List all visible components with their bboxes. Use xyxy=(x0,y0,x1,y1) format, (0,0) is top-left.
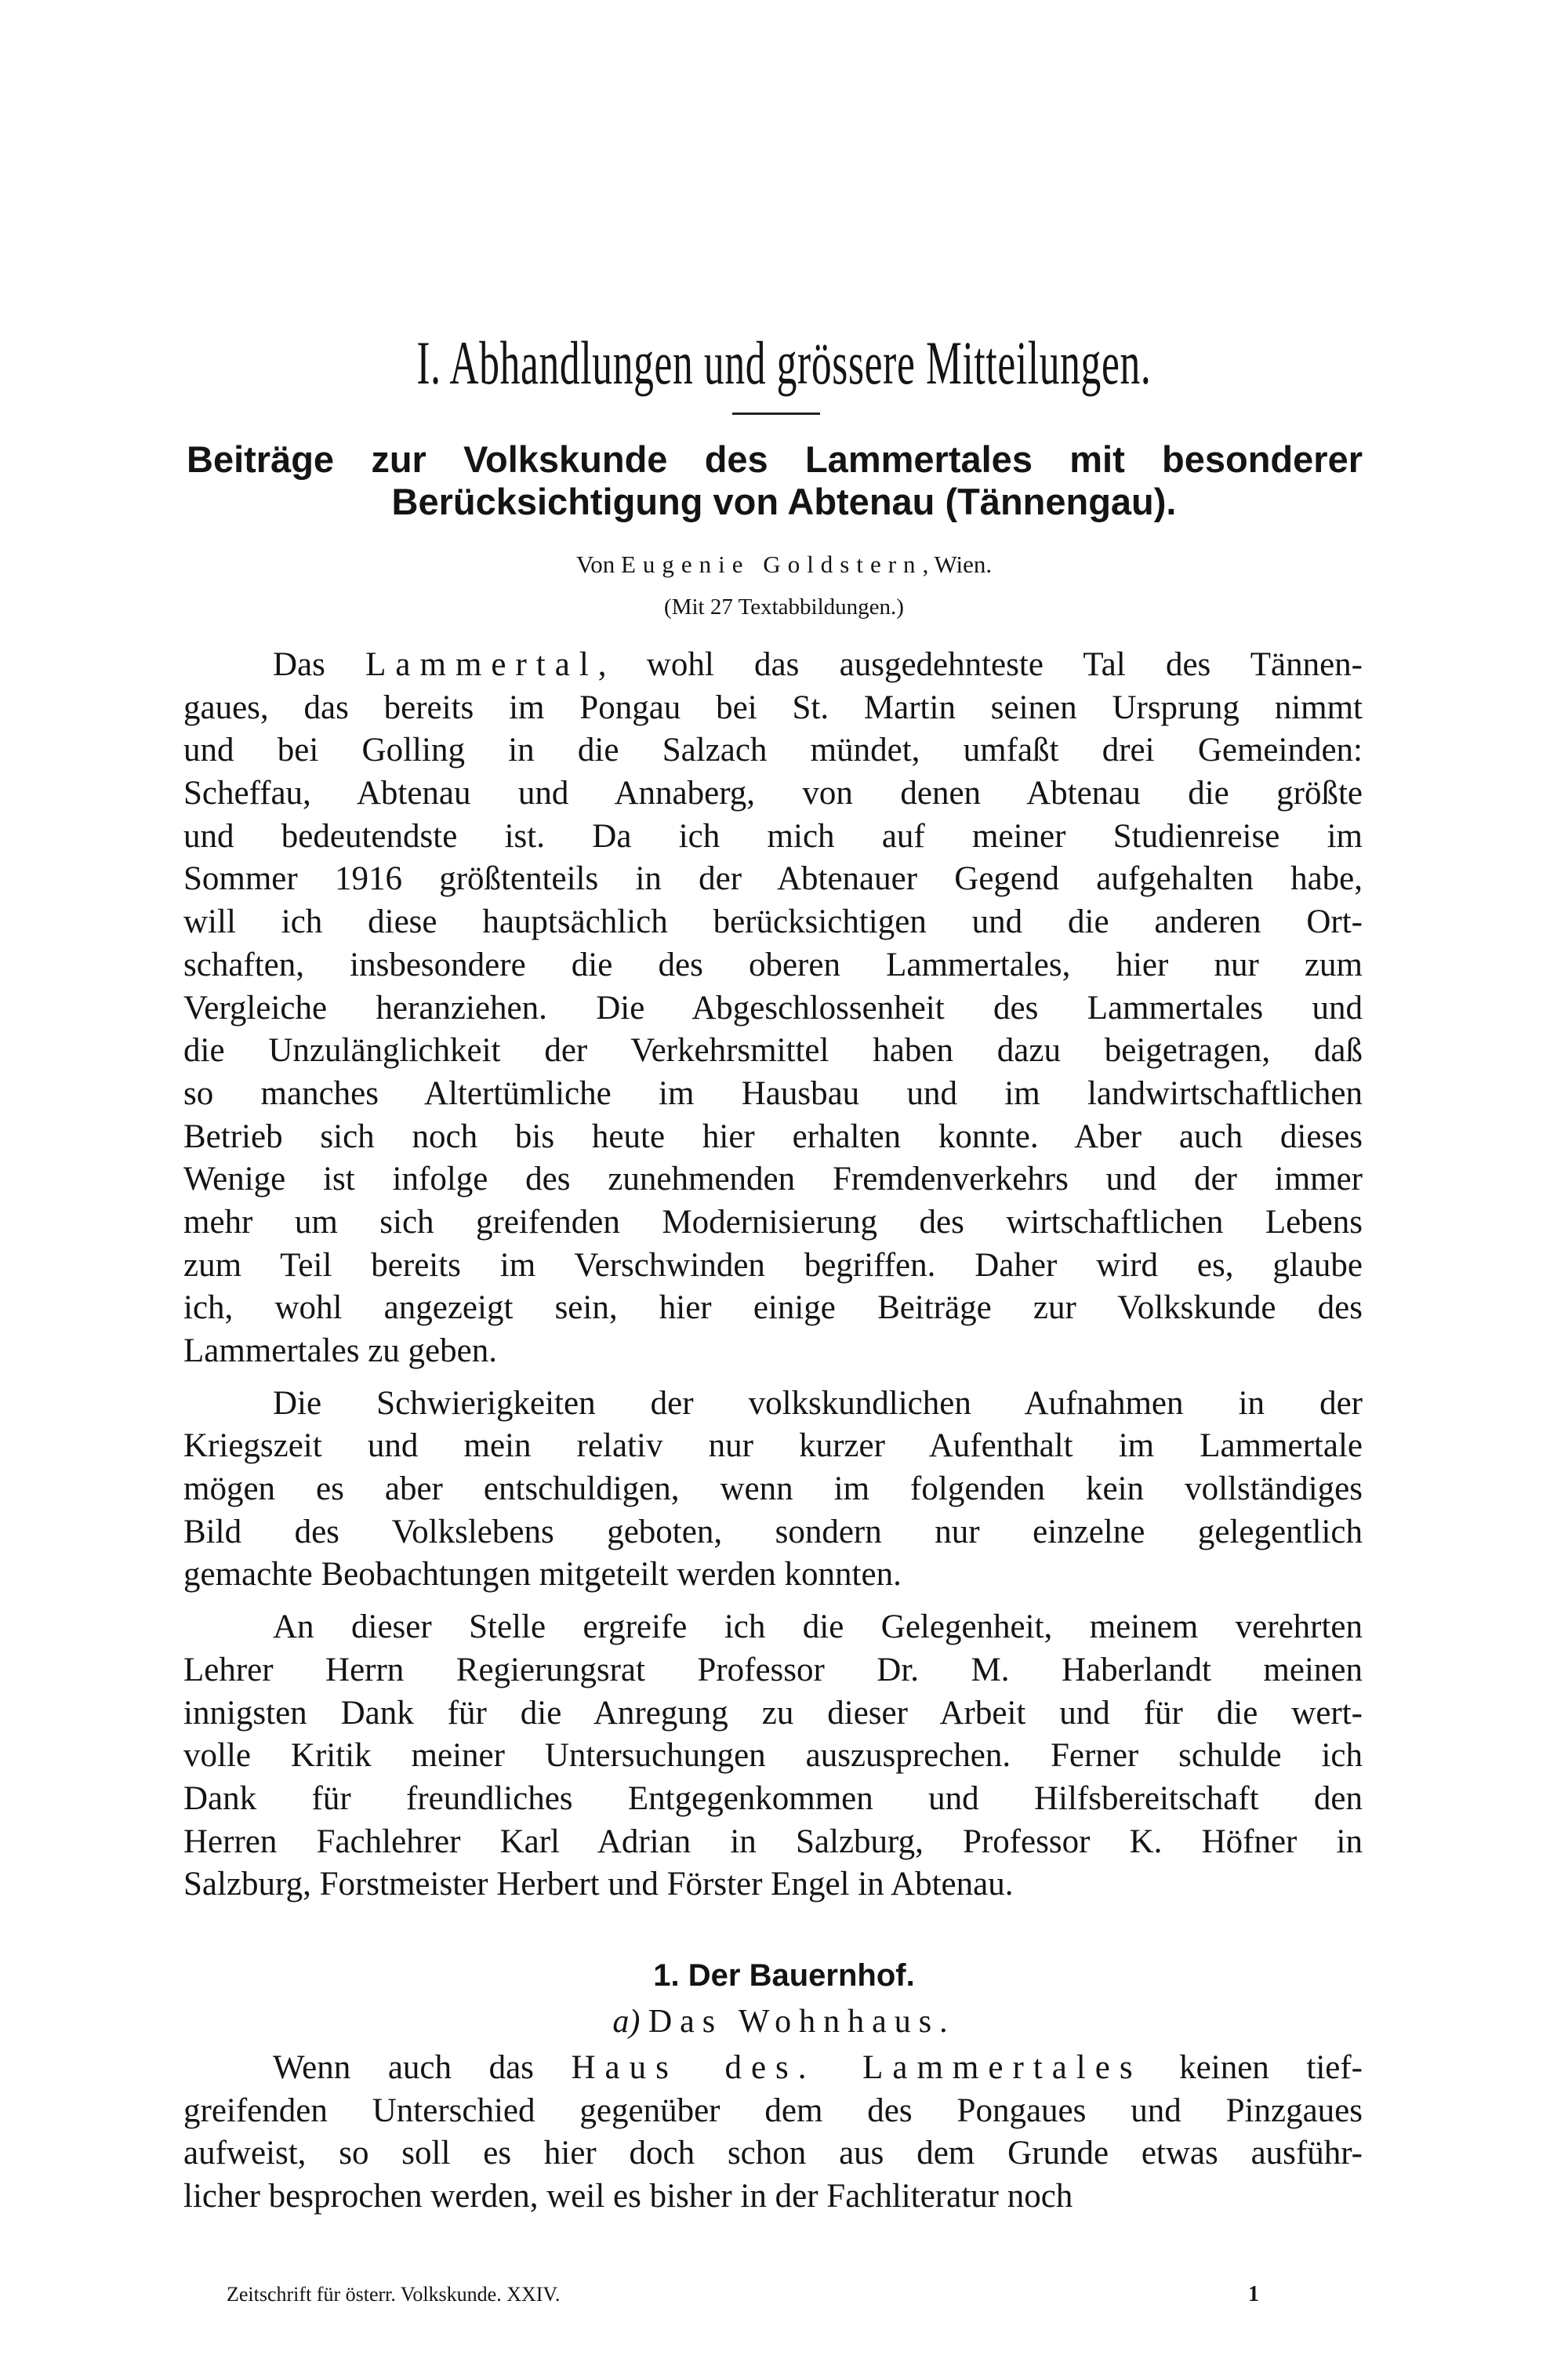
text-run: Vergleiche heranziehen. Die Abgeschlossenheit des Lammertales und xyxy=(183,989,1363,1027)
text-line xyxy=(183,1649,1363,1692)
text-run: Herren Fachlehrer Karl Adrian in Salzburg, Professor K. Höfner in xyxy=(183,1823,1363,1860)
title-divider xyxy=(732,413,820,415)
text-run: und bedeutendste ist. Da ich mich auf meiner Studienreise im xyxy=(183,817,1363,855)
section-heading-bauernhof: 1. Der Bauernhof. xyxy=(653,1958,915,1993)
text-run: mögen es aber entschuldigen, wenn im folgenden kein vollständiges xyxy=(183,1470,1363,1508)
text-run: will ich diese hauptsächlich berücksichtigen und die anderen Ort- xyxy=(183,903,1363,941)
text-line xyxy=(183,1468,1363,1511)
text-run: licher besprochen werden, weil es bisher in der Fachliteratur noch xyxy=(183,2178,1073,2215)
text-line xyxy=(183,1692,1363,1736)
text-line xyxy=(183,1425,1363,1468)
page-number: 1 xyxy=(1248,2282,1259,2306)
text-line xyxy=(183,1821,1363,1864)
text-run: Salzburg, Forstmeister Herbert und Förster Engel in Abtenau. xyxy=(183,1866,1014,1903)
text-line xyxy=(183,644,1363,687)
text-run: gaues, das bereits im Pongau bei St. Martin seinen Ursprung nimmt xyxy=(183,689,1363,726)
text-run: Lehrer Herrn Regierungsrat Professor Dr. M. Haberlandt meinen xyxy=(183,1651,1363,1688)
text-run: volle Kritik meiner Untersuchungen auszusprechen. Ferner schulde ich xyxy=(183,1737,1363,1775)
text-line xyxy=(183,1245,1363,1288)
text-line xyxy=(183,816,1363,859)
text-run: schaften, insbesondere die des oberen Lammertales, hier nur zum xyxy=(183,946,1363,983)
text-line xyxy=(183,1330,1363,1373)
text-run: Das xyxy=(273,646,366,683)
text-line xyxy=(183,1383,1363,1426)
text-line xyxy=(183,1116,1363,1159)
author-suffix: , Wien. xyxy=(922,551,993,578)
text-line xyxy=(183,1863,1363,1906)
subsection-heading-wohnhaus xyxy=(0,2002,1568,2041)
author-prefix: Von xyxy=(575,551,621,578)
intro-text xyxy=(183,644,1363,1906)
section-heading xyxy=(0,328,1568,398)
spaced-emphasis: Haus des. Lammertales xyxy=(571,2049,1142,2086)
text-line xyxy=(183,2132,1363,2175)
paragraph-gap xyxy=(183,1373,1363,1383)
text-line xyxy=(183,1778,1363,1821)
text-line xyxy=(183,1158,1363,1201)
text-run: gemachte Beobachtungen mitgeteilt werden konnten. xyxy=(183,1556,902,1594)
text-run: Dank für freundliches Entgegenkommen und Hilfsbereitschaft den xyxy=(183,1779,1363,1817)
text-line xyxy=(183,729,1363,772)
text-run: innigsten Dank für die Anregung zu dieser Arbeit und für die wert- xyxy=(183,1694,1363,1732)
section1-text xyxy=(183,2047,1363,2219)
section-heading-text: I. Abhandlungen und grössere Mitteilungen. xyxy=(416,329,1152,397)
text-run: Bild des Volkslebens geboten, sondern nur einzelne gelegentlich xyxy=(183,1513,1363,1550)
text-run: keinen tief- xyxy=(1142,2049,1363,2086)
text-line xyxy=(183,1554,1363,1597)
text-run: zum Teil bereits im Verschwinden begriffen. Daher wird es, glaube xyxy=(183,1246,1363,1284)
text-line xyxy=(183,772,1363,816)
text-run: Sommer 1916 größtenteils in der Abtenauer Gegend aufgehalten habe, xyxy=(183,860,1363,898)
text-line xyxy=(183,901,1363,944)
text-line xyxy=(183,987,1363,1030)
text-line xyxy=(183,1201,1363,1245)
text-run: Wenige ist infolge des zunehmenden Fremdenverkehrs und der immer xyxy=(183,1161,1363,1198)
text-run: , wohl das ausgedehnteste Tal des Tännen- xyxy=(597,646,1363,683)
text-run: Scheffau, Abtenau und Annaberg, von denen Abtenau die größte xyxy=(183,775,1363,812)
text-line xyxy=(183,1030,1363,1073)
text-run: mehr um sich greifenden Modernisierung des wirtschaftlichen Lebens xyxy=(183,1203,1363,1241)
text-line xyxy=(183,687,1363,730)
author-name: Eugenie Goldstern xyxy=(620,551,923,578)
text-run: so manches Altertümliche im Hausbau und im landwirtschaftlichen xyxy=(183,1074,1363,1112)
text-run: greifenden Unterschied gegenüber dem des Pongaues und Pinzgaues xyxy=(183,2092,1363,2129)
text-line xyxy=(183,2047,1363,2090)
text-line xyxy=(183,1287,1363,1330)
text-run: Kriegszeit und mein relativ nur kurzer Aufenthalt im Lammertale xyxy=(183,1427,1363,1465)
text-run: aufweist, so soll es hier doch schon aus dem Grunde etwas ausführ- xyxy=(183,2135,1363,2172)
text-run: Die Schwierigkeiten der volkskundlichen Aufnahmen in der xyxy=(273,1384,1363,1422)
footer-journal: Zeitschrift für österr. Volkskunde. XXIV. xyxy=(227,2283,561,2306)
text-line xyxy=(183,1073,1363,1116)
text-line xyxy=(183,2090,1363,2133)
text-run: An dieser Stelle ergreife ich die Gelegenheit, meinem verehrten xyxy=(273,1608,1363,1646)
article-title-line-1: Beiträge zur Volkskunde des Lammertales mit besonderer xyxy=(187,438,1363,480)
figures-note: (Mit 27 Textabbildungen.) xyxy=(664,594,904,620)
paragraph-gap xyxy=(183,1597,1363,1606)
text-line xyxy=(183,1511,1363,1554)
subsection-title: Das Wohnhaus. xyxy=(648,2004,956,2040)
text-line xyxy=(183,2175,1363,2219)
text-run: die Unzulänglichkeit der Verkehrsmittel haben dazu beigetragen, daß xyxy=(183,1032,1363,1070)
article-title-line-2: Berücksichtigung von Abtenau (Tännengau). xyxy=(391,481,1177,522)
spaced-emphasis: Lammertal xyxy=(365,646,598,683)
text-run: ich, wohl angezeigt sein, hier einige Beiträge zur Volkskunde des xyxy=(183,1289,1363,1327)
text-run: und bei Golling in die Salzach mündet, umfaßt drei Gemeinden: xyxy=(183,732,1363,769)
author-line xyxy=(0,549,1568,580)
text-line xyxy=(183,1735,1363,1778)
text-run: Betrieb sich noch bis heute hier erhalten konnte. Aber auch dieses xyxy=(183,1118,1363,1155)
text-line xyxy=(183,944,1363,987)
text-line xyxy=(183,1606,1363,1649)
subsection-label: a) xyxy=(612,2004,648,2040)
text-line xyxy=(183,858,1363,901)
text-run: Lammertales zu geben. xyxy=(183,1332,497,1369)
text-run: Wenn auch das xyxy=(273,2049,572,2086)
